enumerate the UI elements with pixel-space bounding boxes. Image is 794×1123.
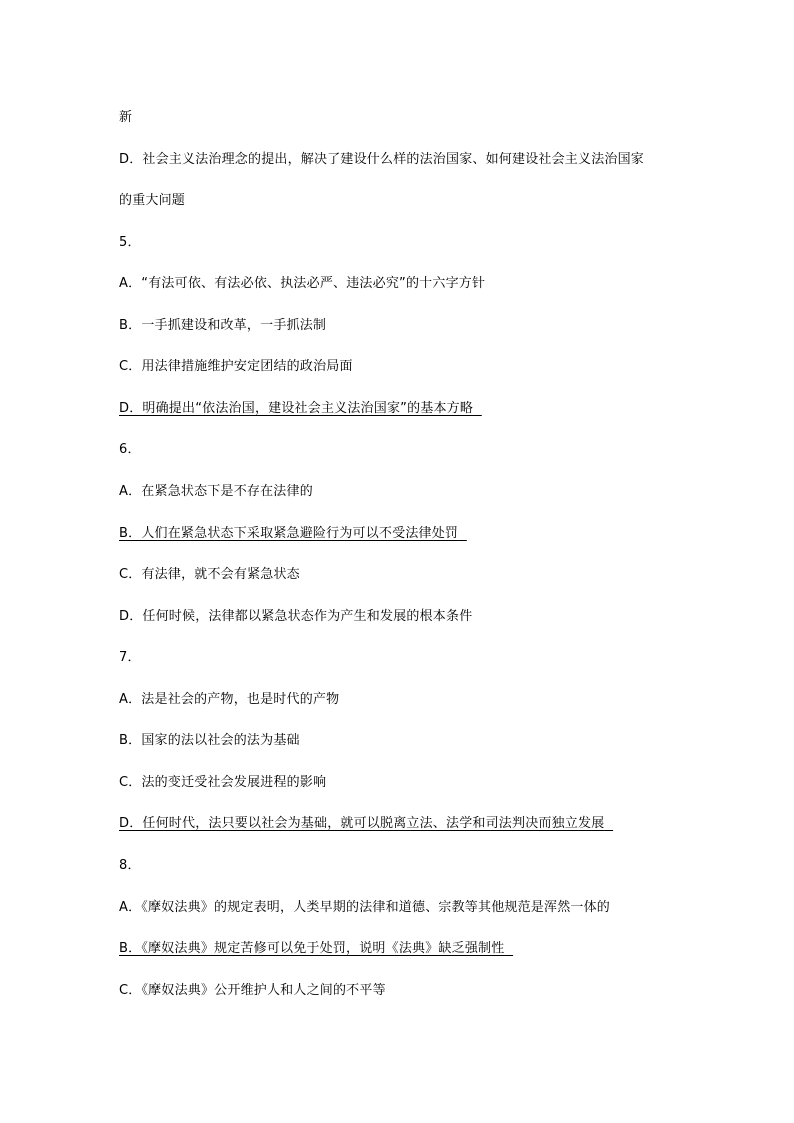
question-8-option-a: A．《摩奴法典》的规定表明，人类早期的法律和道德、宗教等其他规范是浑然一体的 <box>119 900 610 915</box>
question-number-7: 7． <box>119 650 141 665</box>
text-line-continuation: 新 <box>119 110 133 125</box>
question-5-option-d-answer: D．明确提出“依法治国，建设社会主义法治国家”的基本方略 <box>119 401 474 416</box>
question-number-5: 5． <box>119 235 141 250</box>
question-6-option-a: A．在紧急状态下是不存在法律的 <box>119 484 313 499</box>
question-7-option-d-answer: D．任何时代，法只要以社会为基础，就可以脱离立法、法学和司法判决而独立发展 <box>119 816 605 831</box>
question-number-8: 8． <box>119 858 141 873</box>
question-number-6: 6． <box>119 442 141 457</box>
question-5-option-b: B．一手抓建设和改革，一手抓法制 <box>119 318 327 333</box>
question-7-option-a: A．法是社会的产物，也是时代的产物 <box>119 692 340 707</box>
question-5-option-c: C．用法律措施维护安定团结的政治局面 <box>119 359 353 374</box>
question-6-option-b-answer: B．人们在紧急状态下采取紧急避险行为可以不受法律处罚 <box>119 526 459 541</box>
question-7-option-c: C．法的变迁受社会发展进程的影响 <box>119 775 327 790</box>
question-6-option-d: D．任何时候，法律都以紧急状态作为产生和发展的根本条件 <box>119 609 473 624</box>
question-8-option-b-answer: B．《摩奴法典》规定苦修可以免于处罚，说明《法典》缺乏强制性 <box>119 941 505 956</box>
question-5-option-a: A．“有法可依、有法必依、执法必严、违法必究”的十六字方针 <box>119 276 486 291</box>
question-7-option-b: B．国家的法以社会的法为基础 <box>119 733 300 748</box>
option-5-d-from-question-4: D．社会主义法治理念的提出，解决了建设什么样的法治国家、如何建设社会主义法治国家 <box>119 152 645 167</box>
question-8-option-c: C．《摩奴法典》公开维护人和人之间的不平等 <box>119 983 386 998</box>
text-line-continuation: 的重大问题 <box>119 193 186 208</box>
question-6-option-c: C．有法律，就不会有紧急状态 <box>119 567 300 582</box>
